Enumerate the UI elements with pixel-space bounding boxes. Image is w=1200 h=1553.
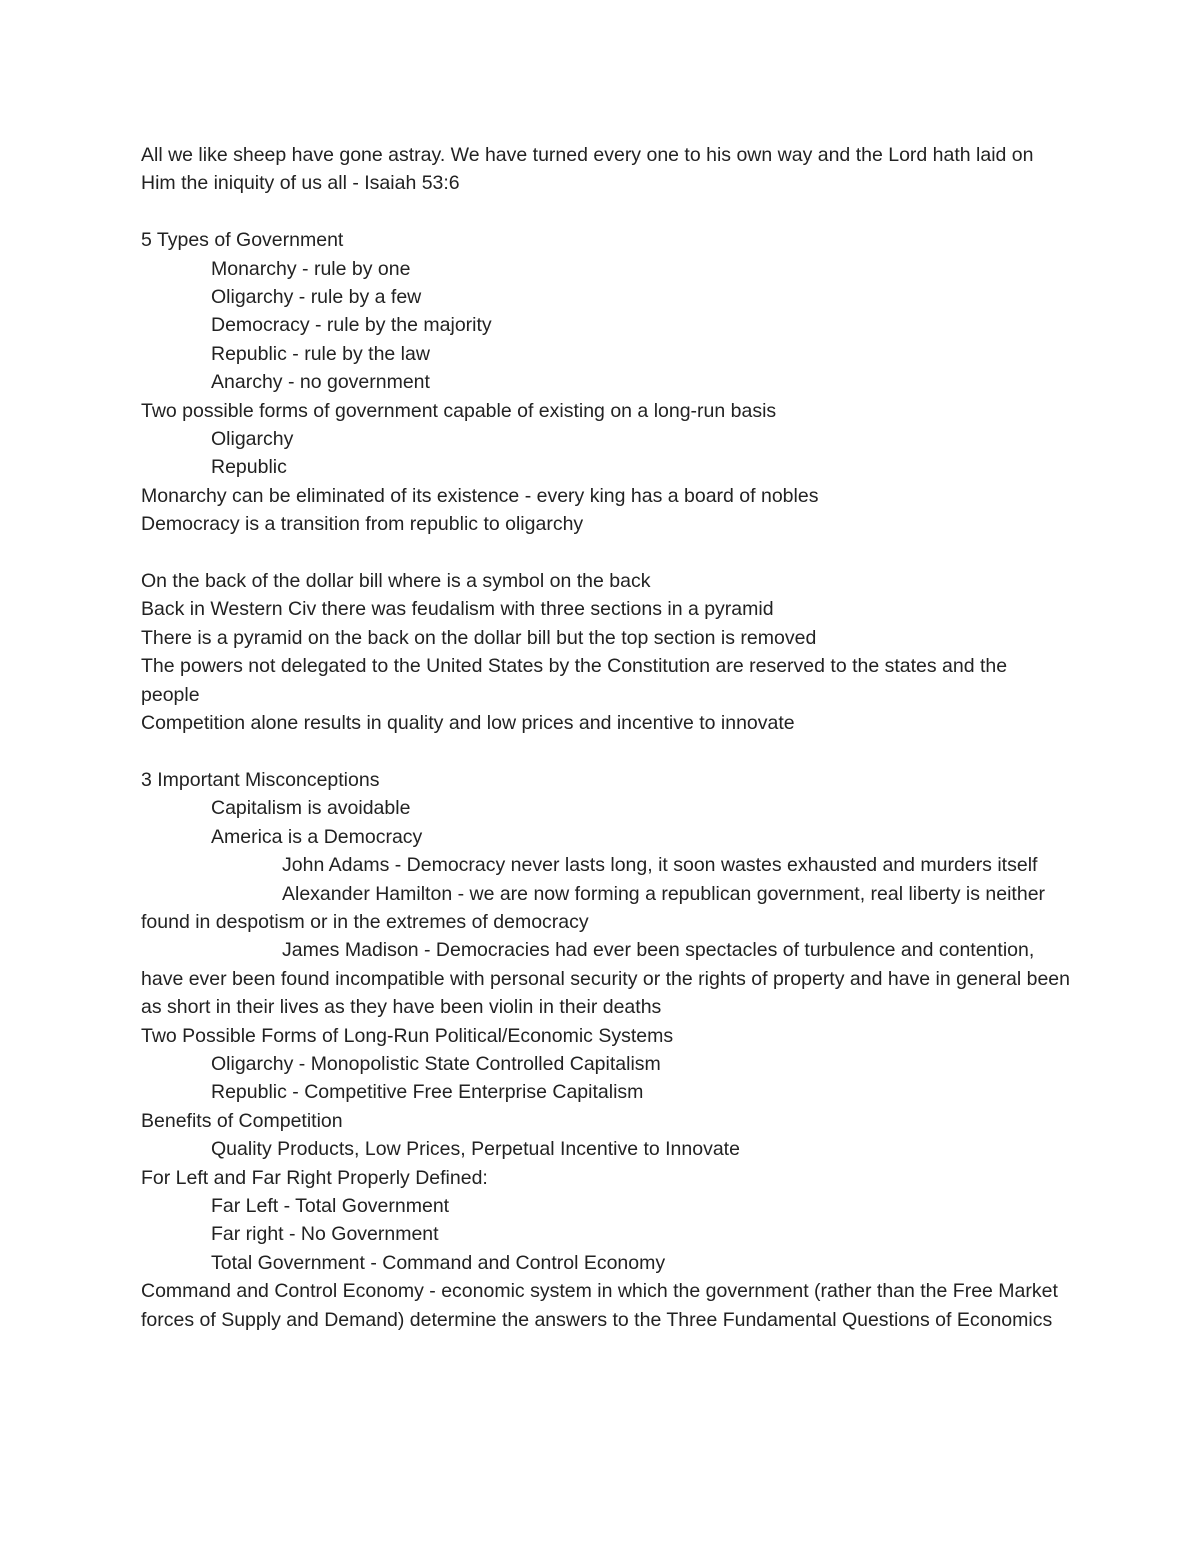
quote-james-madison: James Madison - Democracies had ever been spectacles of turbulence and contention, have ever been found incompatible with personal security or the rights of property and have in general been as short in their lives as they have been violin in their deaths bbox=[141, 939, 1076, 1019]
benefits-item: Quality Products, Low Prices, Perpetual Incentive to Innovate bbox=[211, 1138, 740, 1161]
type-item-democracy: Democracy - rule by the majority bbox=[211, 314, 492, 337]
systems-item: Republic - Competitive Free Enterprise Capitalism bbox=[211, 1081, 644, 1104]
systems-heading: Two Possible Forms of Long-Run Political/Economic Systems bbox=[141, 1024, 674, 1047]
left-right-heading: For Left and Far Right Properly Defined: bbox=[141, 1166, 488, 1189]
misconceptions-heading: 3 Important Misconceptions bbox=[141, 768, 380, 791]
long-run-item-republic: Republic bbox=[211, 456, 287, 479]
quote-john-adams: John Adams - Democracy never lasts long, it soon wastes exhausted and murders itself bbox=[282, 854, 1038, 877]
spacer bbox=[141, 539, 1071, 567]
systems-item: Oligarchy - Monopolistic State Controlled Capitalism bbox=[211, 1052, 661, 1075]
left-right-item: Far right - No Government bbox=[211, 1223, 439, 1246]
long-run-item-oligarchy: Oligarchy bbox=[211, 428, 294, 451]
long-run-heading: Two possible forms of government capable of existing on a long-run basis bbox=[141, 399, 777, 422]
dollar-line: Competition alone results in quality and low prices and incentive to innovate bbox=[141, 712, 795, 735]
left-right-item: Total Government - Command and Control Economy bbox=[211, 1251, 666, 1274]
misconception-item: Capitalism is avoidable bbox=[211, 797, 411, 820]
left-right-item: Far Left - Total Government bbox=[211, 1194, 450, 1217]
type-item-oligarchy: Oligarchy - rule by a few bbox=[211, 286, 422, 309]
type-item-republic: Republic - rule by the law bbox=[211, 342, 430, 365]
type-item-anarchy: Anarchy - no government bbox=[211, 371, 430, 394]
monarchy-note: Monarchy can be eliminated of its existence - every king has a board of nobles bbox=[141, 484, 819, 507]
command-economy-definition: Command and Control Economy - economic system in which the government (rather than the Free Market forces of Supply and Demand) determine the answers to the Three Fundamental Questions of Economics bbox=[141, 1280, 1064, 1331]
document-body bbox=[141, 141, 1076, 1334]
dollar-line: Back in Western Civ there was feudalism with three sections in a pyramid bbox=[141, 598, 774, 621]
benefits-heading: Benefits of Competition bbox=[141, 1109, 343, 1132]
spacer bbox=[141, 198, 1071, 226]
types-heading: 5 Types of Government bbox=[141, 229, 344, 252]
quote-alexander-hamilton: Alexander Hamilton - we are now forming a republican government, real liberty is neither found in despotism or in the extremes of democracy bbox=[141, 882, 1051, 933]
democracy-note: Democracy is a transition from republic to oligarchy bbox=[141, 513, 584, 536]
misconception-item: America is a Democracy bbox=[211, 825, 423, 848]
dollar-line: On the back of the dollar bill where is a symbol on the back bbox=[141, 570, 651, 593]
dollar-line: There is a pyramid on the back on the dollar bill but the top section is removed bbox=[141, 626, 817, 649]
isaiah-quote: All we like sheep have gone astray. We have turned every one to his own way and the Lord hath laid on Him the iniquity of us all - Isaiah 53:6 bbox=[141, 144, 1039, 195]
spacer bbox=[141, 738, 1071, 766]
dollar-line: The powers not delegated to the United States by the Constitution are reserved to the states and the people bbox=[141, 655, 1013, 706]
type-item-monarchy: Monarchy - rule by one bbox=[211, 257, 411, 280]
